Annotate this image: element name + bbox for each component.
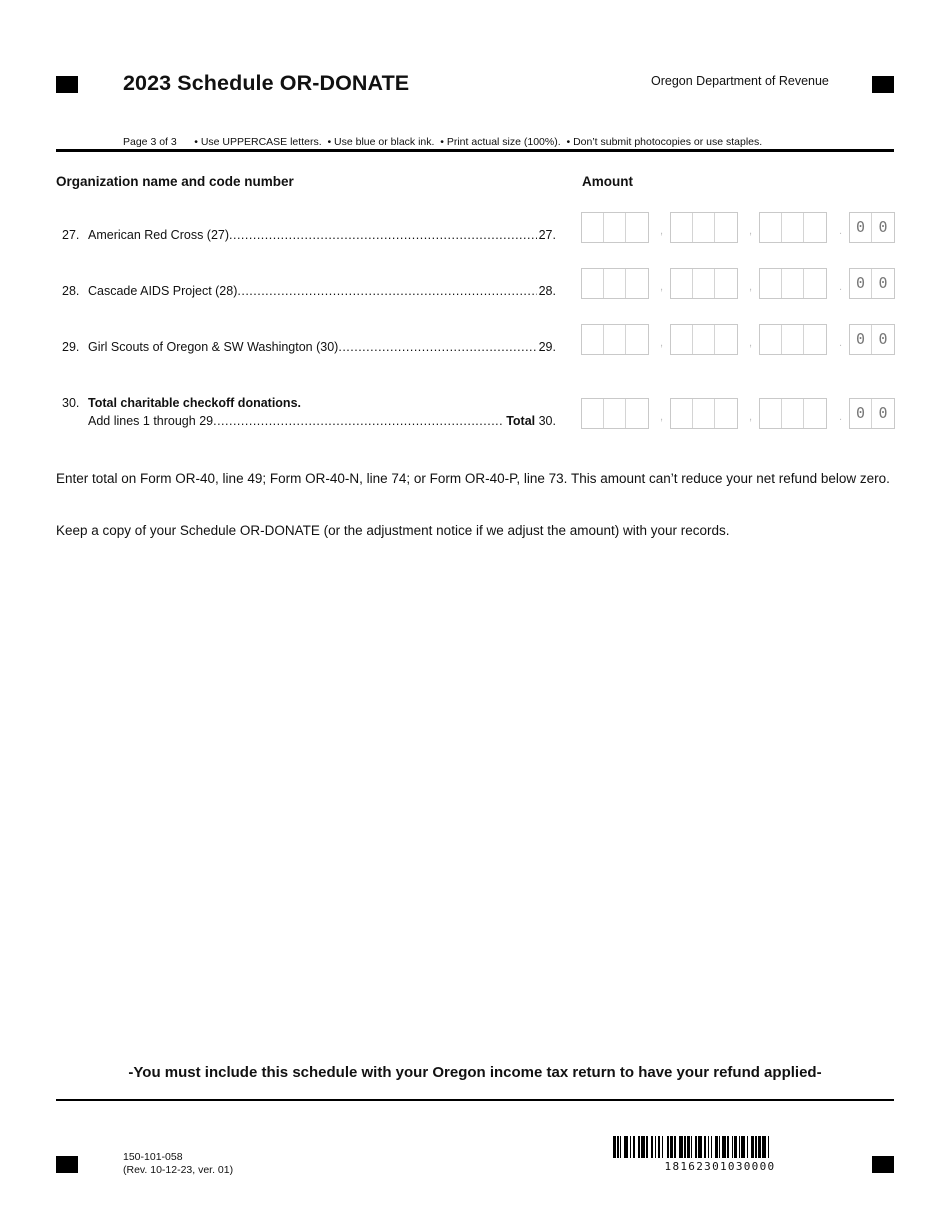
- amount-column-header: Amount: [582, 174, 633, 189]
- barcode-gap: [769, 1136, 772, 1158]
- cents-digit[interactable]: 0: [850, 399, 872, 428]
- leader-dots: [237, 284, 536, 298]
- form-title: 2023 Schedule OR-DONATE: [123, 71, 410, 95]
- digit-box[interactable]: [582, 325, 604, 354]
- decimal-point: .: [839, 337, 843, 349]
- leader-dots: [213, 414, 504, 428]
- decimal-point: .: [839, 225, 843, 237]
- digit-box[interactable]: [804, 325, 826, 354]
- digit-box[interactable]: [782, 325, 804, 354]
- cents-digit[interactable]: 0: [850, 269, 872, 298]
- line-number: 30.: [62, 396, 80, 410]
- decimal-point: .: [839, 281, 843, 293]
- line-29: [56, 340, 556, 356]
- digit-box[interactable]: [626, 325, 648, 354]
- cents-digit[interactable]: 0: [878, 274, 888, 292]
- print-instructions: • Use UPPERCASE letters. • Use blue or black ink. • Print actual size (100%). • Don’t submit photocopies or use staples.: [194, 136, 763, 148]
- digit-box[interactable]: [693, 269, 715, 298]
- leader-dots: [229, 228, 537, 242]
- digit-box[interactable]: [671, 399, 693, 428]
- leader-dots: [338, 340, 536, 354]
- digit-box[interactable]: [604, 269, 626, 298]
- digit-box[interactable]: [804, 213, 826, 242]
- form-number-block: [123, 1151, 233, 1177]
- digit-box[interactable]: [693, 399, 715, 428]
- digit-box[interactable]: [715, 213, 737, 242]
- registration-mark-bottom-right: [872, 1156, 894, 1173]
- comma-separator: ,: [660, 411, 664, 423]
- digit-box[interactable]: [626, 399, 648, 428]
- line-label: Cascade AIDS Project (28): [88, 284, 238, 298]
- line-27: [56, 228, 556, 244]
- line-number: 29.: [62, 340, 80, 354]
- digit-box[interactable]: [693, 325, 715, 354]
- include-schedule-message: -You must include this schedule with your Oregon income tax return to have your refund applied-: [128, 1064, 822, 1081]
- line-label: Girl Scouts of Oregon & SW Washington (30): [88, 340, 339, 354]
- header-divider: [56, 149, 894, 152]
- line-number: 27.: [62, 228, 80, 242]
- digit-box[interactable]: [582, 269, 604, 298]
- cents-digit[interactable]: 0: [878, 218, 888, 236]
- digit-box[interactable]: [760, 399, 782, 428]
- comma-separator: ,: [749, 337, 753, 349]
- digit-box[interactable]: [782, 269, 804, 298]
- comma-separator: ,: [660, 225, 664, 237]
- keep-copy-note: Keep a copy of your Schedule OR-DONATE (or the adjustment notice if we adjust the amount) with your records.: [56, 523, 730, 538]
- comma-separator: ,: [749, 281, 753, 293]
- form-revision: (Rev. 10-12-23, ver. 01): [123, 1164, 234, 1176]
- digit-box[interactable]: [760, 269, 782, 298]
- decimal-point: .: [839, 411, 843, 423]
- digit-box[interactable]: [582, 213, 604, 242]
- footer-divider: [56, 1099, 894, 1101]
- form-number: 150-101-058: [123, 1151, 183, 1163]
- digit-box[interactable]: [671, 213, 693, 242]
- line-ref: 27.: [538, 228, 556, 242]
- digit-box[interactable]: [626, 269, 648, 298]
- organization-column-header: Organization name and code number: [56, 174, 294, 189]
- total-description: Add lines 1 through 29: [88, 414, 214, 428]
- digit-box[interactable]: [760, 213, 782, 242]
- digit-box[interactable]: [782, 399, 804, 428]
- digit-box[interactable]: [626, 213, 648, 242]
- digit-box[interactable]: [715, 399, 737, 428]
- amount-field-line-28[interactable]: [581, 268, 895, 299]
- digit-box[interactable]: [804, 269, 826, 298]
- line-ref: 28.: [538, 284, 556, 298]
- comma-separator: ,: [660, 281, 664, 293]
- cents-digit[interactable]: 0: [850, 213, 872, 242]
- digit-box[interactable]: [671, 325, 693, 354]
- registration-mark-bottom-left: [56, 1156, 78, 1173]
- enter-total-note: Enter total on Form OR-40, line 49; Form OR-40-N, line 74; or Form OR-40-P, line 73. This amount can’t reduce your net refund below zero.: [56, 471, 890, 486]
- digit-box[interactable]: [804, 399, 826, 428]
- digit-box[interactable]: [671, 269, 693, 298]
- digit-box[interactable]: [604, 213, 626, 242]
- cents-digit[interactable]: 0: [878, 330, 888, 348]
- cents-digit[interactable]: 0: [878, 404, 888, 422]
- line-label: American Red Cross (27): [88, 228, 230, 242]
- digit-box[interactable]: [604, 325, 626, 354]
- digit-box[interactable]: [604, 399, 626, 428]
- line-number: 28.: [62, 284, 80, 298]
- amount-field-line-30[interactable]: [581, 398, 895, 429]
- page-indicator: Page 3 of 3: [123, 136, 177, 148]
- digit-box[interactable]: [582, 399, 604, 428]
- barcode-number: 18162301030000: [664, 1160, 776, 1173]
- digit-box[interactable]: [715, 325, 737, 354]
- registration-mark-top-right: [872, 76, 894, 93]
- instructions-bar: [123, 136, 762, 148]
- digit-box[interactable]: [760, 325, 782, 354]
- comma-separator: ,: [749, 411, 753, 423]
- amount-field-line-29[interactable]: [581, 324, 895, 355]
- agency-name: Oregon Department of Revenue: [651, 74, 829, 88]
- digit-box[interactable]: [715, 269, 737, 298]
- cents-digit[interactable]: 0: [850, 325, 872, 354]
- total-title: Total charitable checkoff donations.: [88, 396, 301, 410]
- line-30-total: [56, 396, 556, 432]
- line-ref: 29.: [538, 340, 556, 354]
- comma-separator: ,: [749, 225, 753, 237]
- line-ref: 30.: [538, 414, 556, 428]
- comma-separator: ,: [660, 337, 664, 349]
- registration-mark-top-left: [56, 76, 78, 93]
- line-28: [56, 284, 556, 300]
- total-word: Total: [506, 414, 536, 428]
- digit-box[interactable]: [693, 213, 715, 242]
- barcode: [613, 1136, 827, 1158]
- amount-field-line-27[interactable]: [581, 212, 895, 243]
- digit-box[interactable]: [782, 213, 804, 242]
